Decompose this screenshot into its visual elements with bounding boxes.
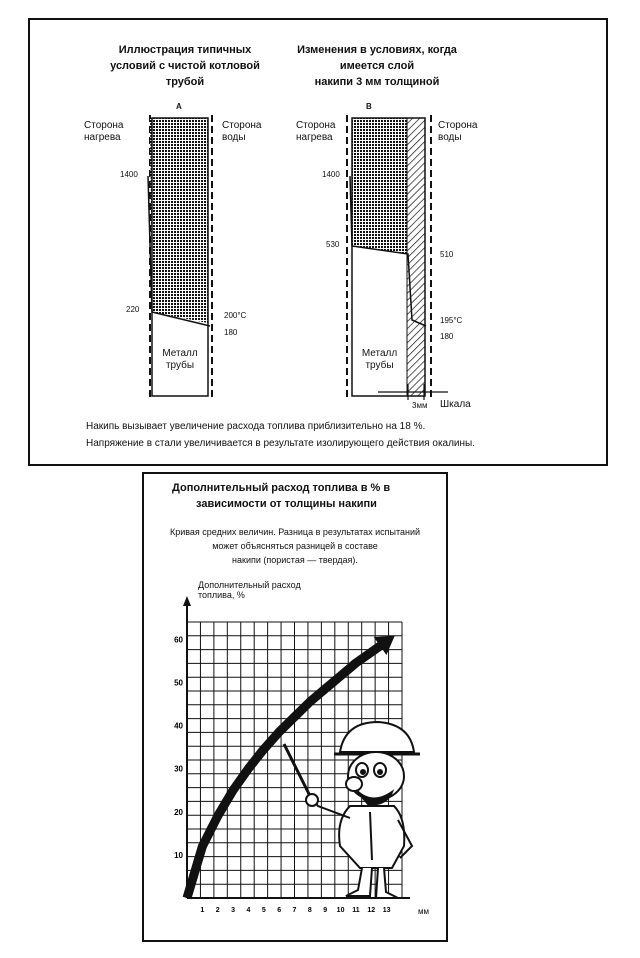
x-tick-label: 9	[323, 907, 328, 914]
metal-label-b: Металл трубы	[361, 348, 398, 371]
worker-figure	[284, 722, 420, 898]
y-tick-label: 40	[174, 721, 183, 731]
temp-b-2: 530	[326, 240, 340, 249]
x-axis-label: мм	[418, 907, 429, 916]
y-axis-title: Дополнительный расход топлива, %	[198, 580, 301, 601]
x-tick-label: 3	[231, 907, 236, 914]
temp-b-5: 180	[440, 332, 454, 341]
title-b-line: имеется слой	[339, 60, 415, 72]
x-tick-label: 8	[307, 907, 312, 914]
temp-a-4: 180	[224, 328, 238, 337]
y-tick-label: 60	[174, 635, 183, 645]
temp-b-1: 1400	[322, 170, 340, 179]
water-side-a: Сторона воды	[222, 120, 262, 143]
desc-line: Кривая средних величин. Разница в результатах испытаний	[169, 527, 421, 537]
title-a-line: трубой	[165, 76, 205, 88]
metal-label-a: Металл трубы	[162, 348, 198, 371]
desc-line: может объясняться разницей в составе	[212, 541, 378, 551]
y-tick-label: 50	[174, 678, 183, 688]
y-tick-label: 10	[174, 850, 183, 860]
y-tick-label: 30	[174, 764, 183, 774]
x-tick-label: 12	[367, 907, 376, 914]
title-b-line: накипи 3 мм толщиной	[314, 76, 440, 88]
x-tick-label: 10	[336, 907, 345, 914]
x-tick-label: 2	[215, 907, 220, 914]
scale-label: Шкала	[440, 399, 471, 410]
x-tick-label: 7	[292, 907, 297, 914]
title-b-line: Изменения в условиях, когда	[297, 44, 457, 56]
temp-b-4: 195°C	[440, 316, 463, 325]
temp-a-1: 1400	[120, 170, 138, 179]
x-tick-label: 1	[200, 907, 205, 914]
x-tick-label: 6	[277, 907, 282, 914]
chart-title-line: Дополнительный расход топлива в % в	[172, 482, 391, 494]
temp-a-2: 220	[126, 305, 140, 314]
scale-value: 3мм	[412, 401, 428, 410]
water-side-b: Сторона воды	[438, 120, 478, 143]
note-line-2: Напряжение в стали увеличивается в результате изолирующего действия окалины.	[86, 438, 476, 449]
heat-side-b: Сторона нагрева	[296, 120, 336, 143]
temp-a-3: 200°C	[224, 311, 247, 320]
x-tick-label: 13	[382, 907, 391, 914]
heat-side-a: Сторона нагрева	[84, 120, 124, 143]
label-b: B	[366, 102, 372, 111]
x-tick-label: 5	[261, 907, 266, 914]
x-tick-label: 11	[352, 907, 360, 914]
temp-b-3: 510	[440, 250, 454, 259]
title-a-line: Иллюстрация типичных	[118, 44, 252, 56]
chart-title-line: зависимости от толщины накипи	[196, 498, 377, 510]
title-a-line: условий с чистой котловой	[110, 60, 260, 72]
desc-line: накипи (пористая — твердая).	[232, 555, 358, 565]
x-tick-label: 4	[246, 907, 251, 914]
note-line-1: Накипь вызывает увеличение расхода топлива приблизительно на 18 %.	[86, 421, 426, 432]
y-tick-label: 20	[174, 807, 183, 817]
label-a: A	[176, 102, 182, 111]
